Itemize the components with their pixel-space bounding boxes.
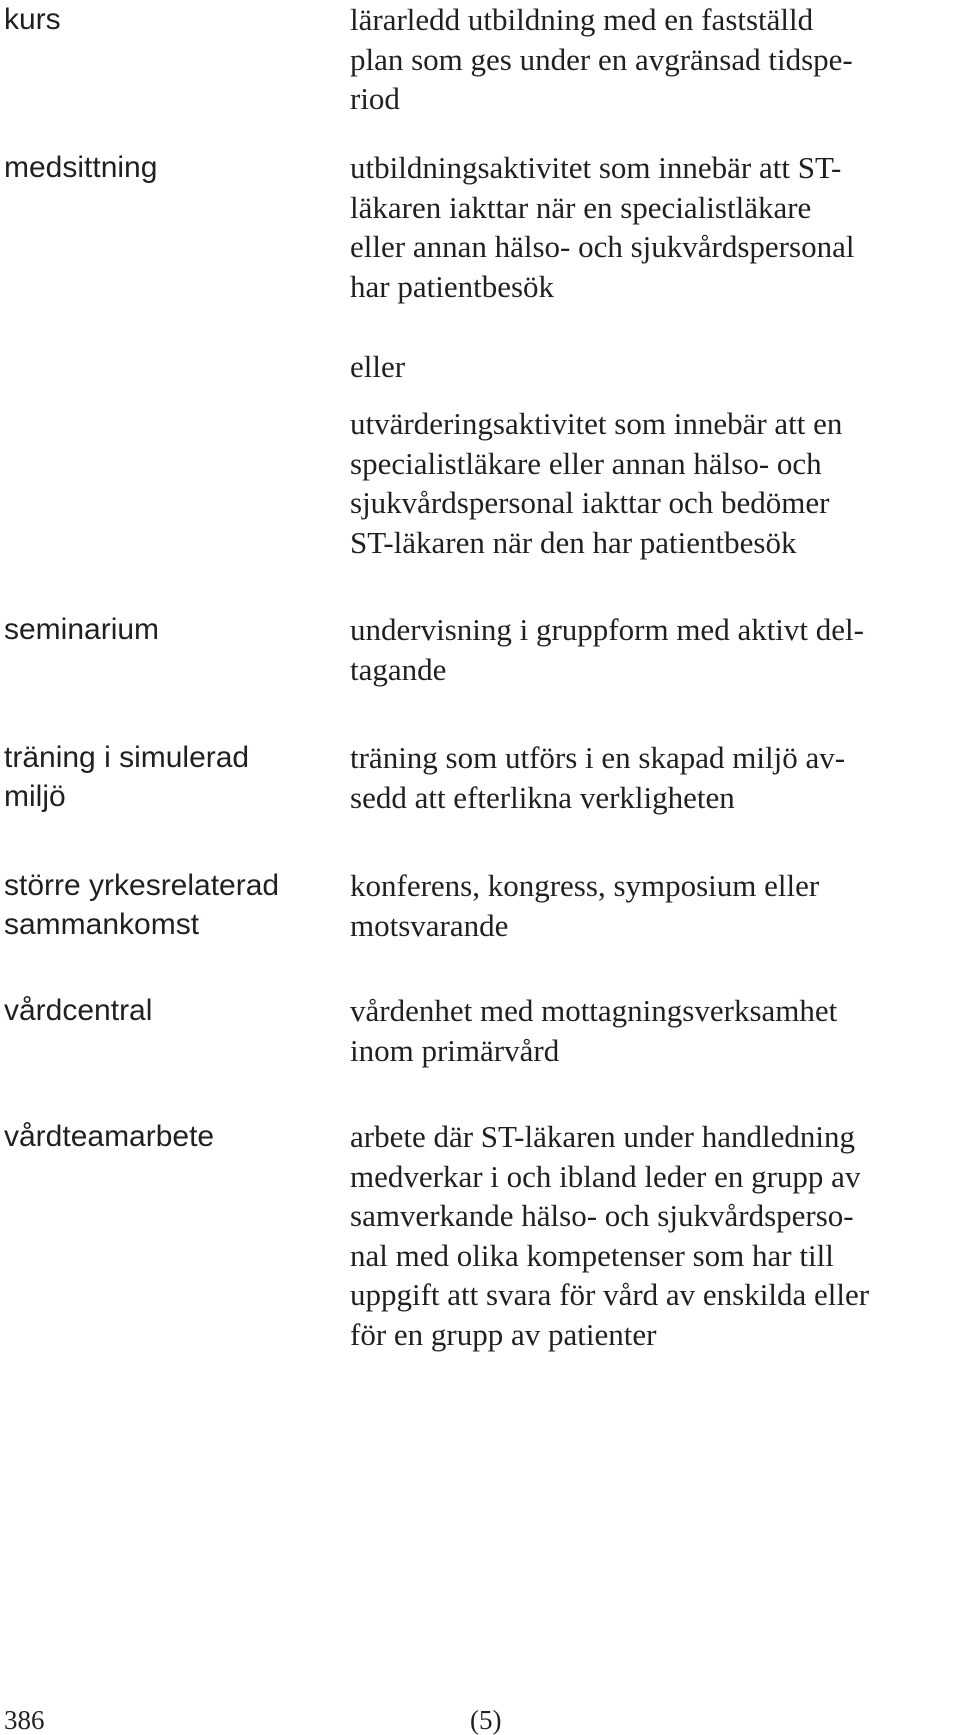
term-line: vårdteamarbete: [4, 1120, 215, 1153]
definition-line: ST-läkaren när den har patientbesök: [350, 524, 797, 560]
term-line: träning i simulerad: [4, 741, 250, 774]
connector-text: eller: [350, 349, 406, 384]
definition-seminarium: [350, 610, 950, 689]
definition-line: vårdenhet med mottagningsverksamhet: [350, 993, 838, 1028]
definition-line: utvärderingsaktivitet som innebär att en: [350, 406, 843, 441]
term-vardteamarbete: [4, 1117, 334, 1156]
term-line: vårdcentral: [4, 994, 153, 1027]
definition-line: utbildningsaktivitet som innebär att ST-: [350, 150, 842, 185]
definition-line: nal med olika kompetenser som har till: [350, 1237, 834, 1273]
definition-line: samverkande hälso- och sjukvårdsperso-: [350, 1198, 854, 1233]
definition-line: plan som ges under en avgränsad tidspe-: [350, 41, 853, 77]
term-line: sammankomst: [4, 908, 200, 941]
definition-vardteamarbete: [350, 1117, 950, 1354]
term-kurs: [4, 0, 334, 39]
term-line: seminarium: [4, 613, 160, 646]
definition-line: undervisning i gruppform med aktivt del-: [350, 612, 864, 647]
definition-line: sedd att efterlikna verkligheten: [350, 779, 735, 815]
definition-storre-yrkesrelaterad-sammankomst: [350, 866, 950, 945]
section-marker: (5): [470, 1705, 502, 1735]
term-traning-i-simulerad-miljo: [4, 738, 334, 816]
definition-medsittning-alt: [350, 404, 950, 562]
definition-line: eller annan hälso- och sjukvårdspersonal: [350, 229, 855, 264]
term-line: större yrkesrelaterad: [4, 869, 280, 902]
definition-medsittning: [350, 148, 950, 306]
definition-line: har patientbesök: [350, 268, 555, 304]
definition-line: träning som utförs i en skapad miljö av-: [350, 740, 846, 775]
definition-line: lärarledd utbildning med en fastställd: [350, 2, 814, 37]
definition-line: läkaren iakttar när en specialistläkare: [350, 189, 812, 225]
definition-line: sjukvårdspersonal iakttar och bedömer: [350, 485, 830, 520]
definition-vardcentral: [350, 991, 950, 1070]
term-storre-yrkesrelaterad-sammankomst: [4, 866, 334, 944]
term-line: miljö: [4, 780, 66, 813]
definition-line: uppgift att svara för vård av enskilda eller: [350, 1277, 870, 1312]
definition-line: inom primärvård: [350, 1032, 560, 1068]
term-vardcentral: [4, 991, 334, 1030]
definition-connector: [350, 347, 950, 387]
definition-kurs: [350, 0, 950, 119]
term-line: kurs: [4, 3, 61, 36]
definition-line: konferens, kongress, symposium eller: [350, 868, 820, 903]
term-medsittning: [4, 148, 334, 187]
definition-traning-i-simulerad-miljo: [350, 738, 950, 817]
definition-line: tagande: [350, 651, 447, 687]
definition-line: medverkar i och ibland leder en grupp av: [350, 1158, 861, 1194]
definition-line: riod: [350, 81, 400, 116]
term-line: medsittning: [4, 151, 158, 184]
page-number: 386: [4, 1705, 45, 1735]
definition-line: specialistläkare eller annan hälso- och: [350, 445, 822, 481]
definition-line: för en grupp av patienter: [350, 1316, 657, 1352]
term-seminarium: [4, 610, 334, 649]
definition-line: motsvarande: [350, 907, 509, 943]
definition-line: arbete där ST-läkaren under handledning: [350, 1119, 855, 1154]
